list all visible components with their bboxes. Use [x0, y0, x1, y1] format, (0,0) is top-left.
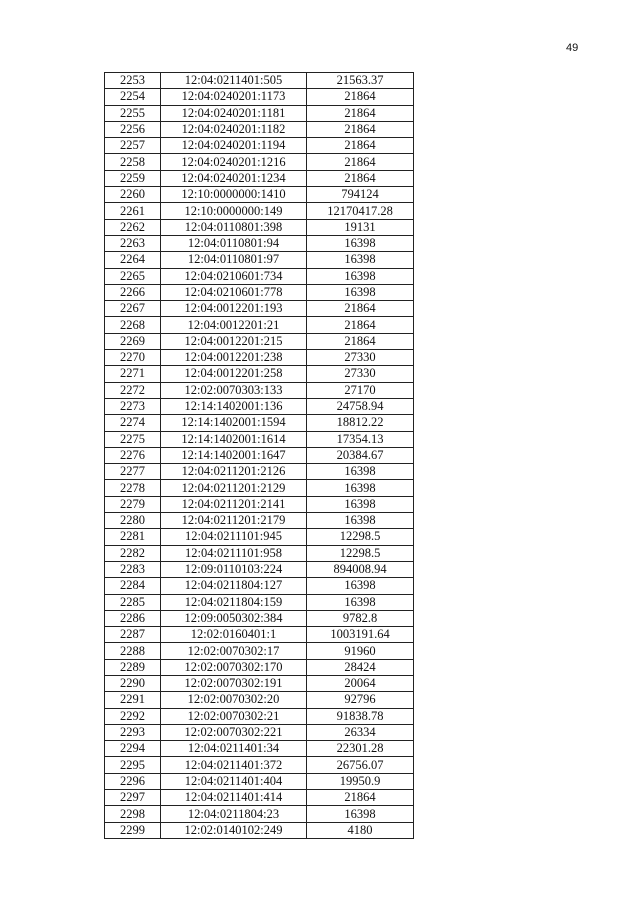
table-row [105, 170, 414, 186]
row-number-cell: 2275 [105, 431, 161, 447]
table-row [105, 121, 414, 137]
table-row [105, 366, 414, 382]
value-cell: 17354.13 [307, 431, 414, 447]
table-row [105, 741, 414, 757]
value-cell: 16398 [307, 235, 414, 251]
cadastral-number-cell: 12:04:0211401:505 [161, 73, 307, 89]
row-number-cell: 2270 [105, 350, 161, 366]
value-cell: 18812.22 [307, 415, 414, 431]
row-number-cell: 2260 [105, 187, 161, 203]
row-number-cell: 2296 [105, 773, 161, 789]
table-row [105, 317, 414, 333]
cadastral-number-cell: 12:14:1402001:136 [161, 398, 307, 414]
table-row [105, 284, 414, 300]
value-cell: 16398 [307, 496, 414, 512]
value-cell: 21864 [307, 333, 414, 349]
table-row [105, 154, 414, 170]
cadastral-number-cell: 12:04:0240201:1194 [161, 138, 307, 154]
cadastral-number-cell: 12:04:0012201:258 [161, 366, 307, 382]
row-number-cell: 2292 [105, 708, 161, 724]
cadastral-number-cell: 12:04:0210601:778 [161, 284, 307, 300]
value-cell: 27330 [307, 366, 414, 382]
row-number-cell: 2288 [105, 643, 161, 659]
table-row [105, 578, 414, 594]
row-number-cell: 2269 [105, 333, 161, 349]
value-cell: 16398 [307, 513, 414, 529]
cadastral-number-cell: 12:04:0110801:97 [161, 252, 307, 268]
cadastral-number-cell: 12:04:0211804:127 [161, 578, 307, 594]
value-cell: 21864 [307, 154, 414, 170]
value-cell: 1003191.64 [307, 627, 414, 643]
cadastral-number-cell: 12:04:0211101:945 [161, 529, 307, 545]
row-number-cell: 2266 [105, 284, 161, 300]
value-cell: 27330 [307, 350, 414, 366]
cadastral-number-cell: 12:09:0110103:224 [161, 561, 307, 577]
cadastral-number-cell: 12:04:0211101:958 [161, 545, 307, 561]
table-row [105, 708, 414, 724]
value-cell: 28424 [307, 659, 414, 675]
row-number-cell: 2293 [105, 724, 161, 740]
row-number-cell: 2253 [105, 73, 161, 89]
value-cell: 894008.94 [307, 561, 414, 577]
table-row [105, 431, 414, 447]
value-cell: 16398 [307, 464, 414, 480]
row-number-cell: 2279 [105, 496, 161, 512]
value-cell: 19131 [307, 219, 414, 235]
cadastral-number-cell: 12:04:0240201:1234 [161, 170, 307, 186]
row-number-cell: 2271 [105, 366, 161, 382]
table-row [105, 252, 414, 268]
row-number-cell: 2268 [105, 317, 161, 333]
row-number-cell: 2291 [105, 692, 161, 708]
table-row [105, 301, 414, 317]
value-cell: 12298.5 [307, 545, 414, 561]
value-cell: 16398 [307, 578, 414, 594]
value-cell: 4180 [307, 822, 414, 838]
table-row [105, 627, 414, 643]
value-cell: 16398 [307, 480, 414, 496]
value-cell: 16398 [307, 284, 414, 300]
table-row [105, 187, 414, 203]
cadastral-number-cell: 12:09:0050302:384 [161, 610, 307, 626]
cadastral-number-cell: 12:02:0070302:21 [161, 708, 307, 724]
data-table [104, 72, 414, 839]
table-row [105, 138, 414, 154]
value-cell: 21864 [307, 317, 414, 333]
cadastral-number-cell: 12:04:0211201:2126 [161, 464, 307, 480]
value-cell: 16398 [307, 594, 414, 610]
value-cell: 21864 [307, 121, 414, 137]
row-number-cell: 2297 [105, 790, 161, 806]
value-cell: 21864 [307, 89, 414, 105]
table-row [105, 545, 414, 561]
value-cell: 12298.5 [307, 529, 414, 545]
table-row [105, 692, 414, 708]
cadastral-number-cell: 12:02:0070302:191 [161, 675, 307, 691]
table-row [105, 73, 414, 89]
cadastral-number-cell: 12:04:0211401:414 [161, 790, 307, 806]
cadastral-number-cell: 12:04:0211401:34 [161, 741, 307, 757]
table-row [105, 529, 414, 545]
table-row [105, 268, 414, 284]
table-row [105, 594, 414, 610]
table-row [105, 724, 414, 740]
page-number: 49 [566, 42, 579, 54]
row-number-cell: 2276 [105, 447, 161, 463]
row-number-cell: 2255 [105, 105, 161, 121]
value-cell: 16398 [307, 806, 414, 822]
cadastral-number-cell: 12:04:0210601:734 [161, 268, 307, 284]
cadastral-number-cell: 12:14:1402001:1614 [161, 431, 307, 447]
cadastral-number-cell: 12:04:0211804:23 [161, 806, 307, 822]
value-cell: 21563.37 [307, 73, 414, 89]
cadastral-number-cell: 12:04:0110801:398 [161, 219, 307, 235]
row-number-cell: 2287 [105, 627, 161, 643]
table-row [105, 610, 414, 626]
cadastral-number-cell: 12:14:1402001:1647 [161, 447, 307, 463]
value-cell: 21864 [307, 170, 414, 186]
table-row [105, 105, 414, 121]
cadastral-number-cell: 12:04:0012201:238 [161, 350, 307, 366]
row-number-cell: 2298 [105, 806, 161, 822]
row-number-cell: 2274 [105, 415, 161, 431]
cadastral-number-cell: 12:04:0211201:2129 [161, 480, 307, 496]
table-body [105, 73, 414, 839]
row-number-cell: 2286 [105, 610, 161, 626]
value-cell: 26334 [307, 724, 414, 740]
cadastral-number-cell: 12:04:0012201:21 [161, 317, 307, 333]
value-cell: 21864 [307, 138, 414, 154]
cadastral-number-cell: 12:04:0211804:159 [161, 594, 307, 610]
cadastral-number-cell: 12:02:0070303:133 [161, 382, 307, 398]
value-cell: 12170417.28 [307, 203, 414, 219]
cadastral-number-cell: 12:04:0240201:1216 [161, 154, 307, 170]
table-row [105, 659, 414, 675]
value-cell: 794124 [307, 187, 414, 203]
table-row [105, 89, 414, 105]
row-number-cell: 2256 [105, 121, 161, 137]
table-row [105, 203, 414, 219]
table-row [105, 822, 414, 838]
table-row [105, 219, 414, 235]
cadastral-number-cell: 12:04:0211201:2179 [161, 513, 307, 529]
cadastral-number-cell: 12:04:0012201:193 [161, 301, 307, 317]
value-cell: 91838.78 [307, 708, 414, 724]
table-row [105, 496, 414, 512]
value-cell: 91960 [307, 643, 414, 659]
cadastral-number-cell: 12:04:0211401:372 [161, 757, 307, 773]
cadastral-number-cell: 12:04:0211401:404 [161, 773, 307, 789]
table-row [105, 333, 414, 349]
table-row [105, 398, 414, 414]
row-number-cell: 2254 [105, 89, 161, 105]
value-cell: 9782.8 [307, 610, 414, 626]
value-cell: 26756.07 [307, 757, 414, 773]
row-number-cell: 2272 [105, 382, 161, 398]
cadastral-number-cell: 12:14:1402001:1594 [161, 415, 307, 431]
cadastral-number-cell: 12:02:0070302:17 [161, 643, 307, 659]
table-row [105, 643, 414, 659]
row-number-cell: 2285 [105, 594, 161, 610]
cadastral-number-cell: 12:04:0211201:2141 [161, 496, 307, 512]
row-number-cell: 2295 [105, 757, 161, 773]
row-number-cell: 2265 [105, 268, 161, 284]
row-number-cell: 2263 [105, 235, 161, 251]
cadastral-number-cell: 12:02:0140102:249 [161, 822, 307, 838]
row-number-cell: 2259 [105, 170, 161, 186]
cadastral-number-cell: 12:02:0160401:1 [161, 627, 307, 643]
table-row [105, 415, 414, 431]
value-cell: 20384.67 [307, 447, 414, 463]
row-number-cell: 2280 [105, 513, 161, 529]
row-number-cell: 2289 [105, 659, 161, 675]
row-number-cell: 2284 [105, 578, 161, 594]
value-cell: 20064 [307, 675, 414, 691]
row-number-cell: 2277 [105, 464, 161, 480]
table-row [105, 773, 414, 789]
row-number-cell: 2294 [105, 741, 161, 757]
row-number-cell: 2278 [105, 480, 161, 496]
cadastral-number-cell: 12:04:0240201:1173 [161, 89, 307, 105]
table-row [105, 382, 414, 398]
row-number-cell: 2283 [105, 561, 161, 577]
table-row [105, 513, 414, 529]
table-row [105, 447, 414, 463]
cadastral-number-cell: 12:04:0240201:1182 [161, 121, 307, 137]
cadastral-number-cell: 12:04:0110801:94 [161, 235, 307, 251]
row-number-cell: 2264 [105, 252, 161, 268]
value-cell: 21864 [307, 790, 414, 806]
row-number-cell: 2281 [105, 529, 161, 545]
value-cell: 21864 [307, 301, 414, 317]
table-row [105, 561, 414, 577]
table-row [105, 757, 414, 773]
value-cell: 24758.94 [307, 398, 414, 414]
cadastral-number-cell: 12:02:0070302:20 [161, 692, 307, 708]
table-row [105, 790, 414, 806]
value-cell: 21864 [307, 105, 414, 121]
row-number-cell: 2273 [105, 398, 161, 414]
row-number-cell: 2258 [105, 154, 161, 170]
table-row [105, 806, 414, 822]
row-number-cell: 2282 [105, 545, 161, 561]
value-cell: 16398 [307, 252, 414, 268]
table-row [105, 235, 414, 251]
table-row [105, 350, 414, 366]
cadastral-number-cell: 12:02:0070302:170 [161, 659, 307, 675]
row-number-cell: 2261 [105, 203, 161, 219]
cadastral-number-cell: 12:10:0000000:149 [161, 203, 307, 219]
value-cell: 27170 [307, 382, 414, 398]
row-number-cell: 2267 [105, 301, 161, 317]
value-cell: 92796 [307, 692, 414, 708]
row-number-cell: 2257 [105, 138, 161, 154]
value-cell: 22301.28 [307, 741, 414, 757]
table-row [105, 464, 414, 480]
row-number-cell: 2299 [105, 822, 161, 838]
table-row [105, 675, 414, 691]
value-cell: 19950.9 [307, 773, 414, 789]
row-number-cell: 2262 [105, 219, 161, 235]
value-cell: 16398 [307, 268, 414, 284]
cadastral-number-cell: 12:02:0070302:221 [161, 724, 307, 740]
cadastral-number-cell: 12:04:0240201:1181 [161, 105, 307, 121]
row-number-cell: 2290 [105, 675, 161, 691]
cadastral-number-cell: 12:10:0000000:1410 [161, 187, 307, 203]
cadastral-number-cell: 12:04:0012201:215 [161, 333, 307, 349]
table-row [105, 480, 414, 496]
